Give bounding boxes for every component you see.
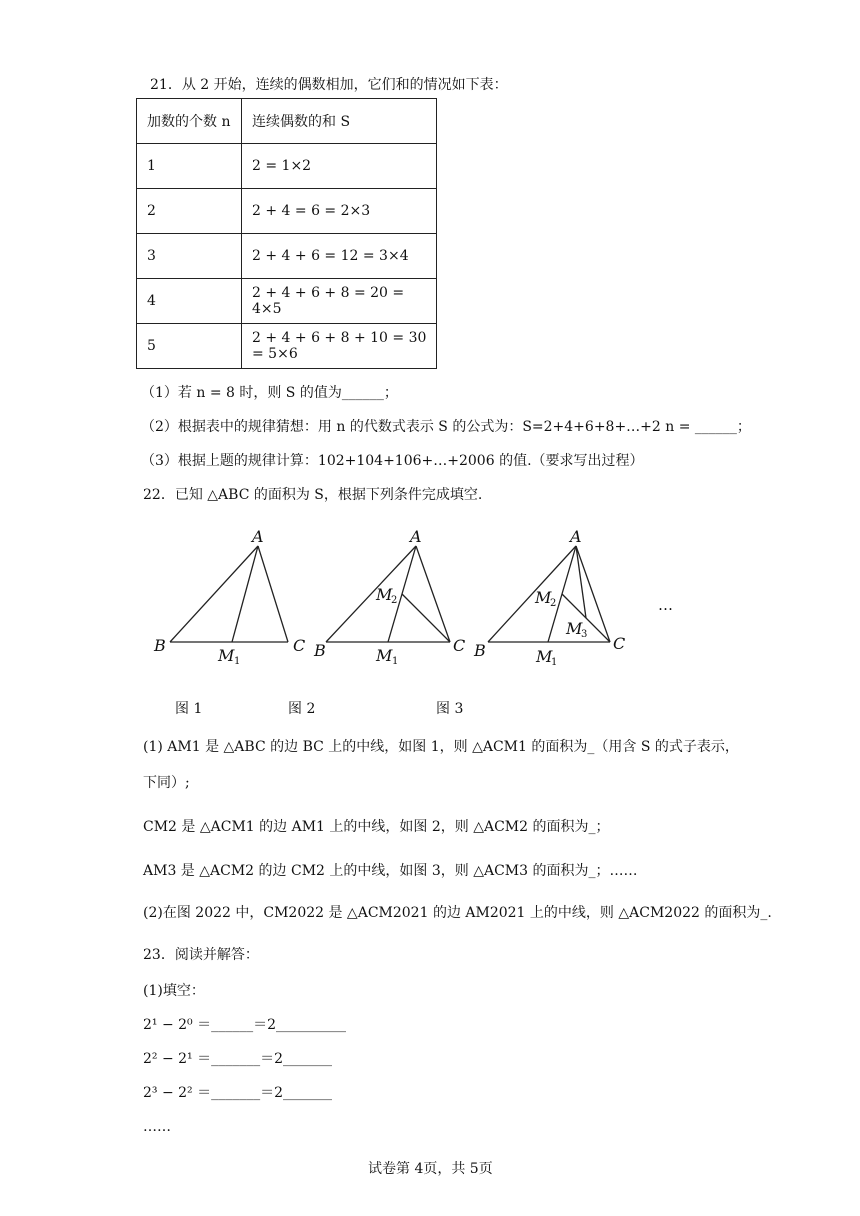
- q22-part1-line2: 下同）;: [143, 775, 190, 791]
- label-m: M: [218, 646, 235, 665]
- figure-1: [150, 527, 310, 667]
- q22-part1-line1: (1) AM1 是 △ABC 的边 BC 上的中线，如图 1，则 △ACM1 的面积为_（用含 S 的式子表示，: [143, 739, 739, 755]
- q22-part1-line3: CM2 是 △ACM1 的边 AM1 上的中线，如图 2，则 △ACM2 的面积为_；: [143, 819, 610, 835]
- table-cell: 1: [137, 144, 242, 189]
- q23-line-3: 2³ − 2² ＝_______＝2_______: [143, 1085, 333, 1101]
- label-subscript-1: 1: [234, 656, 241, 667]
- label-subscript-1: 1: [551, 657, 558, 668]
- figure-1-caption: 图 1: [175, 701, 203, 717]
- figure-2: [312, 527, 472, 667]
- label-b: B: [154, 636, 166, 655]
- segment-am3: [576, 546, 586, 618]
- label-b: B: [474, 641, 486, 660]
- table-cell: 3: [137, 234, 242, 279]
- table-row: [137, 189, 437, 234]
- label-c: C: [453, 636, 466, 655]
- label-m: M: [376, 585, 393, 604]
- label-a: A: [252, 527, 264, 546]
- q21-part1: （1）若 n = 8 时，则 S 的值为______；: [141, 385, 398, 401]
- q22-part2: (2)在图 2022 中，CM2022 是 △ACM2021 的边 AM2021 上的中线，则 △ACM2022 的面积为_.: [143, 905, 772, 921]
- q22-intro: 22．已知 △ABC 的面积为 S，根据下列条件完成填空.: [143, 487, 483, 503]
- figure-3: [470, 527, 673, 668]
- table-cell: 2 = 1×2: [242, 144, 437, 189]
- sums-table: [136, 98, 437, 369]
- segment-ac: [258, 546, 288, 642]
- label-b: B: [314, 641, 326, 660]
- table-cell: 2: [137, 189, 242, 234]
- table-cell: 5: [137, 324, 242, 369]
- q21-part2: （2）根据表中的规律猜想：用 n 的代数式表示 S 的公式为：S=2+4+6+8+…+2 n = ______；: [141, 419, 751, 435]
- q23-line-1: 2¹ − 2⁰ ＝______＝2__________: [143, 1017, 347, 1033]
- label-subscript-3: 3: [581, 629, 588, 640]
- table-row: [137, 324, 437, 369]
- table-cell: 2 + 4 + 6 = 12 = 3×4: [242, 234, 437, 279]
- table-header-cell: 加数的个数 n: [137, 99, 242, 144]
- label-m: M: [535, 588, 552, 607]
- label-m: M: [536, 647, 553, 666]
- table-row: [137, 279, 437, 324]
- figure-3-caption: 图 3: [436, 701, 464, 717]
- table-cell: 2 + 4 + 6 + 8 = 20 = 4×5: [242, 279, 437, 324]
- table-cell: 2 + 4 + 6 + 8 + 10 = 30 = 5×6: [242, 324, 437, 369]
- figure-2-caption: 图 2: [288, 701, 316, 717]
- label-subscript-2: 2: [550, 598, 557, 609]
- table-row: [137, 144, 437, 189]
- q21-part3: （3）根据上题的规律计算：102+104+106+…+2006 的值.（要求写出过程）: [141, 453, 644, 469]
- label-m: M: [376, 646, 393, 665]
- table-cell: 4: [137, 279, 242, 324]
- table-header-row: [137, 99, 437, 144]
- label-m: M: [566, 619, 583, 638]
- q23-ellipsis: ……: [143, 1119, 171, 1135]
- table-cell: 2 + 4 = 6 = 2×3: [242, 189, 437, 234]
- table-row: [137, 234, 437, 279]
- q23-line-2: 2² − 2¹ ＝_______＝2_______: [143, 1051, 333, 1067]
- label-subscript-1: 1: [392, 656, 399, 667]
- label-subscript-2: 2: [391, 595, 398, 606]
- q23-part1: (1)填空：: [143, 983, 205, 999]
- figure-ellipsis: …: [658, 596, 673, 614]
- table-header-cell: 连续偶数的和 S: [242, 99, 437, 144]
- segment-cm2: [402, 594, 450, 642]
- label-c: C: [613, 634, 626, 653]
- label-a: A: [410, 527, 422, 546]
- page-footer: 试卷第 4页，共 5页: [368, 1161, 493, 1177]
- q23-intro: 23．阅读并解答：: [143, 947, 259, 963]
- label-c: C: [293, 636, 306, 655]
- q21-intro: 21．从 2 开始，连续的偶数相加，它们和的情况如下表：: [150, 77, 508, 93]
- segment-ac: [416, 546, 450, 642]
- label-a: A: [570, 527, 582, 546]
- q22-part1-line4: AM3 是 △ACM2 的边 CM2 上的中线，如图 3，则 △ACM3 的面积为_；……: [143, 863, 638, 879]
